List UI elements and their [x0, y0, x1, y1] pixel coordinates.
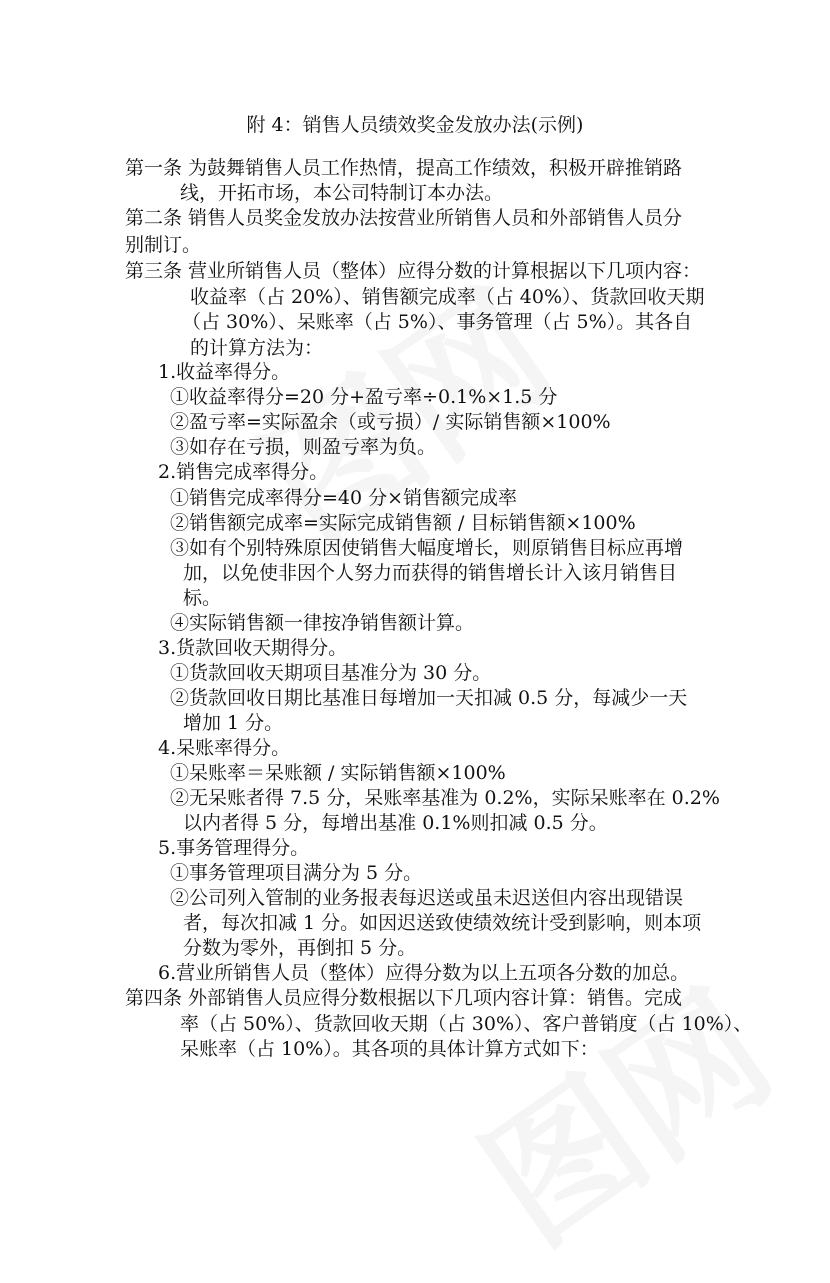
section-heading: 2.销售完成率得分。: [158, 461, 329, 483]
list-item: ②货款回收日期比基准日每增加一天扣减 0.5 分，每减少一天: [170, 687, 688, 709]
article-2-line-2: 别制订。: [125, 234, 202, 256]
list-item-continuation: 者，每次扣减 1 分。如因迟送致使绩效统计受到影响，则本项: [183, 912, 702, 934]
list-item-continuation: 增加 1 分。: [183, 712, 284, 734]
list-item-continuation: 分数为零外，再倒扣 5 分。: [183, 937, 417, 959]
article-3-line-2: 收益率（占 20%）、销售额完成率（占 40%）、货款回收天期: [190, 286, 705, 308]
section-heading: 5.事务管理得分。: [158, 837, 310, 859]
article-1-line-2: 线，开拓市场，本公司特制订本办法。: [180, 182, 504, 204]
article-2-line-1: 第二条 销售人员奖金发放办法按营业所销售人员和外部销售人员分: [125, 207, 683, 229]
article-4-line-1: 第四条 外部销售人员应得分数根据以下几项内容计算：销售。完成: [125, 987, 683, 1009]
article-4-line-2: 率（占 50%）、货款回收天期（占 30%）、客户普销度（占 10%）、: [180, 1013, 753, 1035]
section-heading: 3.货款回收天期得分。: [158, 637, 348, 659]
list-item: ②无呆账者得 7.5 分，呆账率基准为 0.2%，实际呆账率在 0.2%: [170, 787, 720, 809]
article-1-line-1: 第一条 为鼓舞销售人员工作热情，提高工作绩效，积极开辟推销路: [125, 157, 683, 179]
page-title: 附 4：销售人员绩效奖金发放办法(示例): [246, 114, 584, 136]
article-3-line-1: 第三条 营业所销售人员（整体）应得分数的计算根据以下几项内容：: [125, 260, 702, 282]
list-item: ①收益率得分=20 分+盈亏率÷0.1%×1.5 分: [170, 386, 558, 408]
list-item-continuation: 加，以免使非因个人努力而获得的销售增长计入该月销售目: [183, 562, 678, 584]
list-item: ①销售完成率得分=40 分×销售额完成率: [170, 487, 518, 509]
list-item: ②盈亏率=实际盈余（或亏损）/ 实际销售额×100%: [170, 411, 611, 433]
list-item-continuation: 标。: [183, 587, 222, 609]
section-heading: 1.收益率得分。: [158, 361, 291, 383]
section-heading: 6.营业所销售人员（整体）应得分数为以上五项各分数的加总。: [158, 962, 690, 984]
list-item: ①货款回收天期项目基准分为 30 分。: [170, 662, 492, 684]
section-heading: 4.呆账率得分。: [158, 737, 291, 759]
list-item: ③如有个别特殊原因使销售大幅度增长，则原销售目标应再增: [170, 537, 684, 559]
list-item: ④实际销售额一律按净销售额计算。: [170, 612, 475, 634]
list-item-continuation: 以内者得 5 分，每增出基准 0.1%则扣减 0.5 分。: [183, 812, 608, 834]
list-item: ②公司列入管制的业务报表每迟送或虽未迟送但内容出现错误: [170, 887, 684, 909]
list-item: ①呆账率＝呆账额 / 实际销售额×100%: [170, 762, 506, 784]
article-3-line-4: 的计算方法为：: [190, 337, 324, 359]
list-item: ③如存在亏损，则盈亏率为负。: [170, 436, 437, 458]
article-3-line-3: （占 30%）、呆账率（占 5%）、事务管理（占 5%）。其各自: [182, 311, 693, 333]
list-item: ①事务管理项目满分为 5 分。: [170, 862, 423, 884]
list-item: ②销售额完成率=实际完成销售额 / 目标销售额×100%: [170, 512, 636, 534]
article-4-line-3: 呆账率（占 10%）。其各项的具体计算方式如下：: [180, 1038, 599, 1060]
